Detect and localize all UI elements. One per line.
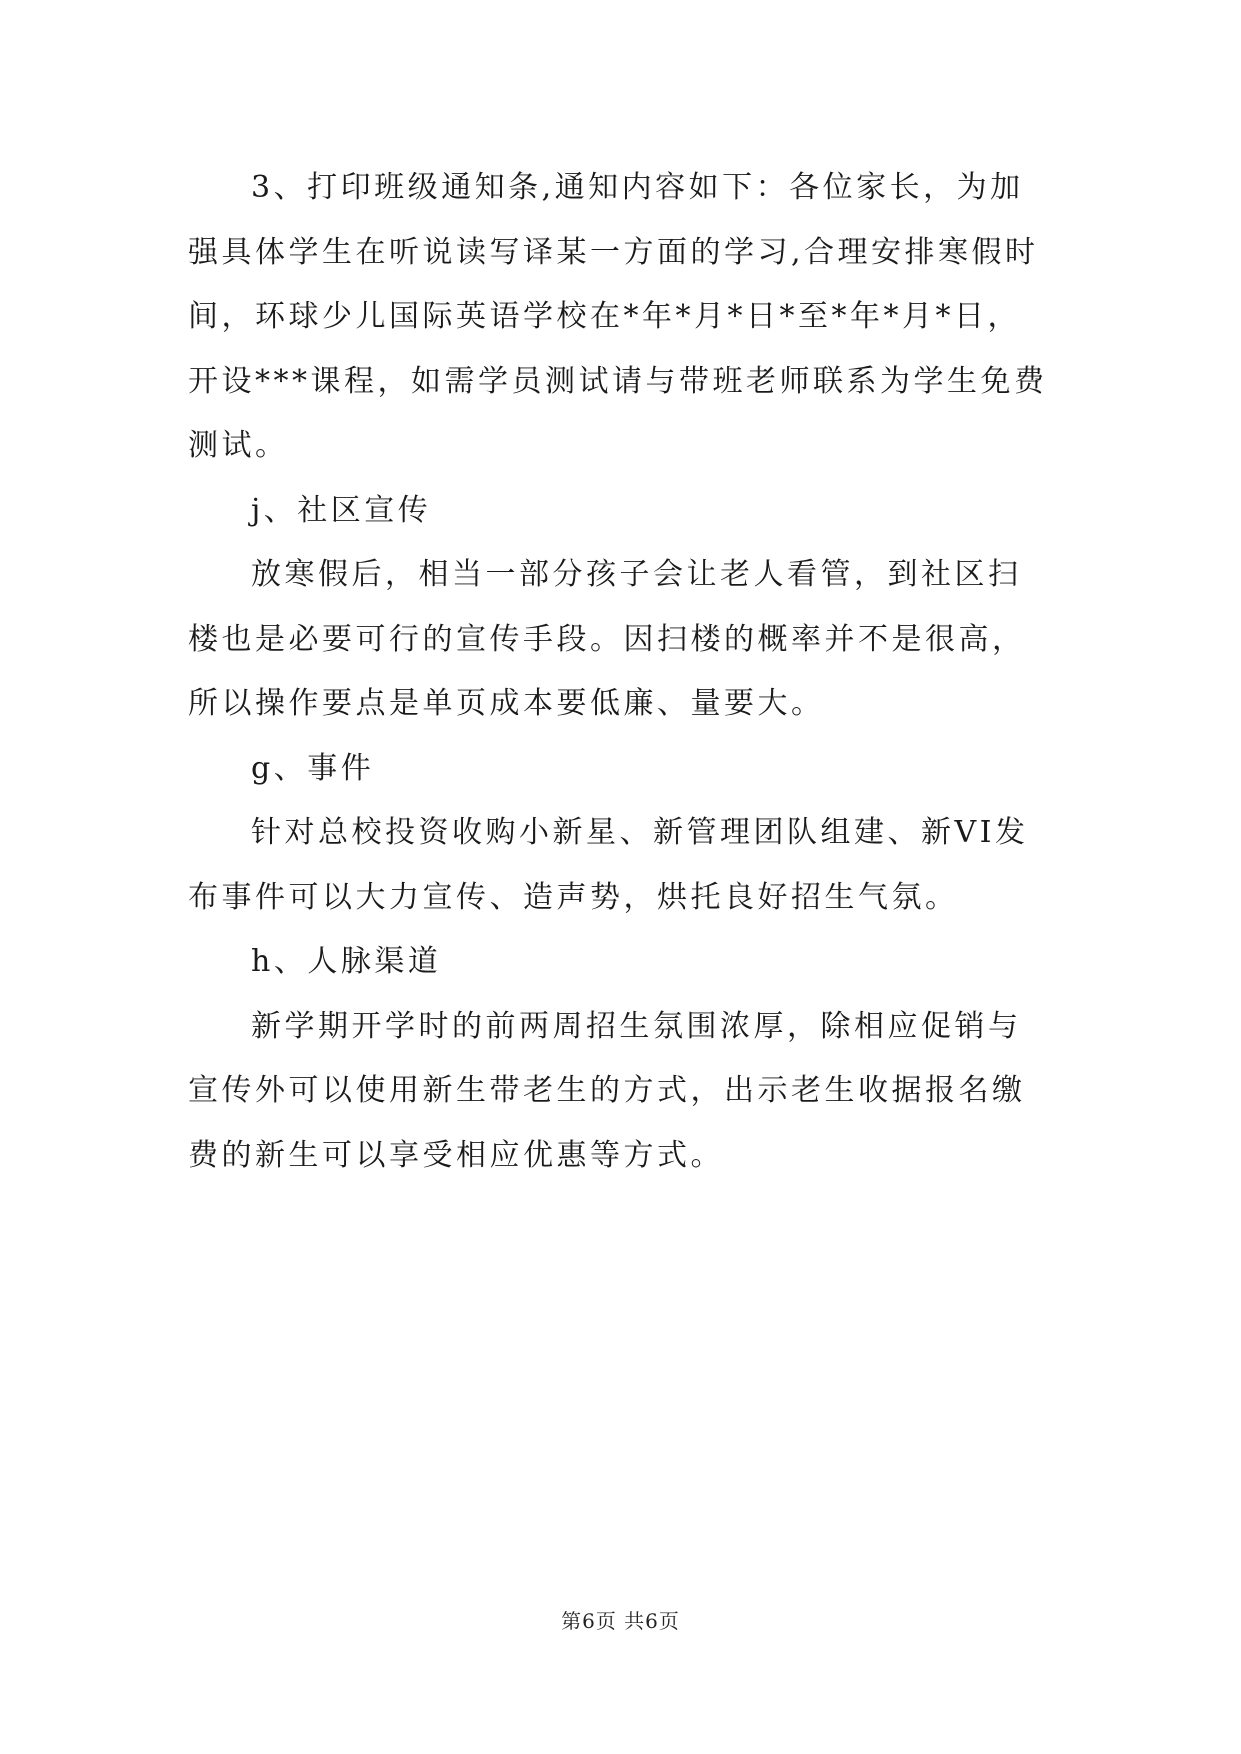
page-number-footer: 第6页 共6页 bbox=[561, 1609, 680, 1633]
paragraph-network-channels: 新学期开学时的前两周招生氛围浓厚，除相应促销与宣传外可以使用新生带老生的方式，出示老生收据报名缴费的新生可以享受相应优惠等方式。 bbox=[188, 1008, 1026, 1173]
heading-community-promotion: j、社区宣传 bbox=[251, 492, 432, 528]
paragraph-community-promotion: 放寒假后，相当一部分孩子会让老人看管，到社区扫楼也是必要可行的宣传手段。因扫楼的概率并不是很高，所以操作要点是单页成本要低廉、量要大。 bbox=[188, 557, 1026, 721]
paragraph-notice: 3、打印班级通知条,通知内容如下：各位家长，为加强具体学生在听说读写译某一方面的学习,合理安排寒假时间，环球少儿国际英语学校在*年*月*日*至*年*月*日，开设***课程，如需学员测试请与带班老师联系为学生免费测试。 bbox=[188, 170, 1048, 463]
heading-network-channels: h、人脉渠道 bbox=[251, 944, 442, 979]
heading-events: g、事件 bbox=[251, 750, 375, 786]
document-body bbox=[188, 156, 1054, 1188]
paragraph-events: 针对总校投资收购小新星、新管理团队组建、新VI发布事件可以大力宣传、造声势，烘托良好招生气氛。 bbox=[188, 815, 1029, 915]
